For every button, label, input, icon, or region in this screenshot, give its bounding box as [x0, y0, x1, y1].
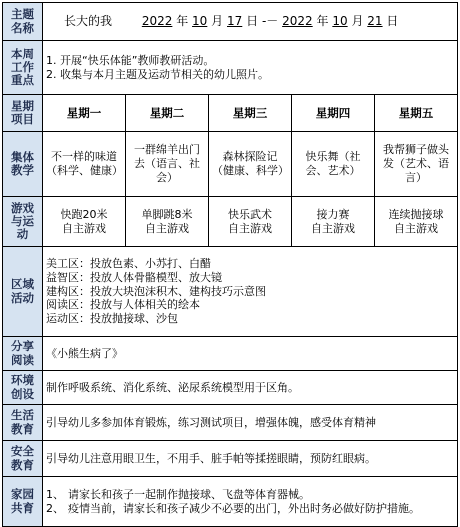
life-row	[3, 405, 458, 441]
focus-label: 本周工作重点	[3, 41, 43, 95]
area-item: 运动区：投放抛接球、沙包	[46, 312, 178, 326]
theme-date-cell	[43, 3, 458, 41]
family-item	[46, 488, 454, 502]
reading-cell: 《小熊生病了》	[43, 337, 458, 371]
teaching-cell-wed: 森林探险记（健康、科学）	[209, 132, 292, 197]
date-from-year-unit: 年	[176, 14, 189, 28]
games-cell-tue	[126, 197, 209, 247]
date-to-year-unit: 年	[316, 14, 329, 28]
date-from-month: 10	[192, 14, 208, 28]
week-header-row	[3, 95, 458, 132]
theme-label: 主题名称	[3, 3, 43, 41]
focus-item: 1. 开展“快乐体能”教师教研活动。	[46, 53, 215, 67]
area-item: 益智区：投放人体骨骼模型、放大镜	[46, 270, 222, 284]
group-teaching-row	[3, 132, 458, 197]
date-separator: -－	[261, 14, 279, 28]
day-header-mon: 星期一	[43, 95, 126, 132]
day-header-tue: 星期二	[126, 95, 209, 132]
game-activity: 快跑20米	[60, 207, 108, 221]
date-from-month-unit: 月	[211, 14, 224, 28]
free-play: 自主游戏	[145, 221, 189, 235]
date-to-year: 2022	[282, 14, 313, 28]
games-cell-thu	[292, 197, 375, 247]
environment-cell: 制作呼吸系统、消化系统、泌尿系统模型用于区角。	[43, 371, 458, 405]
game-activity: 接力赛	[316, 207, 350, 221]
weekly-plan-table	[2, 2, 458, 527]
life-label: 生活教育	[3, 405, 43, 441]
game-activity: 快乐武术	[228, 207, 272, 221]
day-header-fri: 星期五	[375, 95, 458, 132]
game-activity: 连续抛接球	[388, 207, 444, 221]
week-label: 星期项目	[3, 95, 43, 132]
life-cell: 引导幼儿多参加体育锻炼，练习测试项目，增强体魄，感受体育精神	[43, 405, 458, 441]
family-label: 家园共育	[3, 477, 43, 527]
games-label: 游戏与运动	[3, 197, 43, 247]
teaching-cell-fri: 我帮狮子做头发（艺术、语言）	[375, 132, 458, 197]
free-play: 自主游戏	[228, 221, 272, 235]
environment-row	[3, 371, 458, 405]
environment-label: 环境创设	[3, 371, 43, 405]
family-row	[3, 477, 458, 527]
games-cell-wed	[209, 197, 292, 247]
game-activity: 单脚跳8米	[141, 207, 193, 221]
family-item	[46, 502, 454, 516]
date-from-day: 17	[227, 14, 243, 28]
theme-row	[3, 3, 458, 41]
family-item-text: 疫情当前，请家长和孩子减少不必要的出门，外出时务必做好防护措施。	[68, 501, 420, 515]
date-to-day-unit: 日	[386, 14, 399, 28]
reading-row	[3, 337, 458, 371]
focus-item: 2. 收集与本月主题及运动节相关的幼儿照片。	[46, 67, 269, 81]
theme-name: 长大的我	[64, 14, 113, 28]
safety-label: 安全教育	[3, 441, 43, 477]
area-item: 美工区：投放色素、小苏打、白醋	[46, 257, 211, 271]
games-cell-mon	[43, 197, 126, 247]
date-from-year: 2022	[141, 14, 173, 28]
teaching-cell-mon: 不一样的味道（科学、健康）	[43, 132, 126, 197]
family-cell	[43, 477, 458, 527]
date-to-month-unit: 月	[351, 14, 364, 28]
day-header-thu: 星期四	[292, 95, 375, 132]
free-play: 自主游戏	[394, 221, 439, 235]
date-to-month: 10	[332, 14, 348, 28]
reading-label: 分享阅读	[3, 337, 43, 371]
area-item: 阅读区：投放与人体相关的绘本	[46, 298, 200, 312]
family-item-number: 1、	[46, 487, 64, 501]
family-item-number: 2、	[46, 501, 64, 515]
focus-cell	[43, 41, 458, 95]
safety-cell: 引导幼儿注意用眼卫生，不用手、脏手帕等揉搓眼睛，预防红眼病。	[43, 441, 458, 477]
date-to-day: 21	[367, 14, 383, 28]
family-item-text: 请家长和孩子一起制作抛接球、飞盘等体育器械。	[68, 487, 310, 501]
group-teaching-label: 集体教学	[3, 132, 43, 197]
free-play: 自主游戏	[311, 221, 355, 235]
day-header-wed: 星期三	[209, 95, 292, 132]
games-row	[3, 197, 458, 247]
focus-row	[3, 41, 458, 95]
free-play: 自主游戏	[62, 221, 106, 235]
date-from-day-unit: 日	[246, 14, 259, 28]
area-item: 建构区：投放大块泡沫积木、建构技巧示意图	[46, 284, 266, 298]
areas-cell	[43, 247, 458, 337]
teaching-cell-tue: 一群绵羊出门去（语言、社会）	[126, 132, 209, 197]
teaching-cell-thu: 快乐舞（社会、艺术）	[292, 132, 375, 197]
games-cell-fri	[375, 197, 458, 247]
areas-row	[3, 247, 458, 337]
safety-row	[3, 441, 458, 477]
areas-label: 区域活动	[3, 247, 43, 337]
